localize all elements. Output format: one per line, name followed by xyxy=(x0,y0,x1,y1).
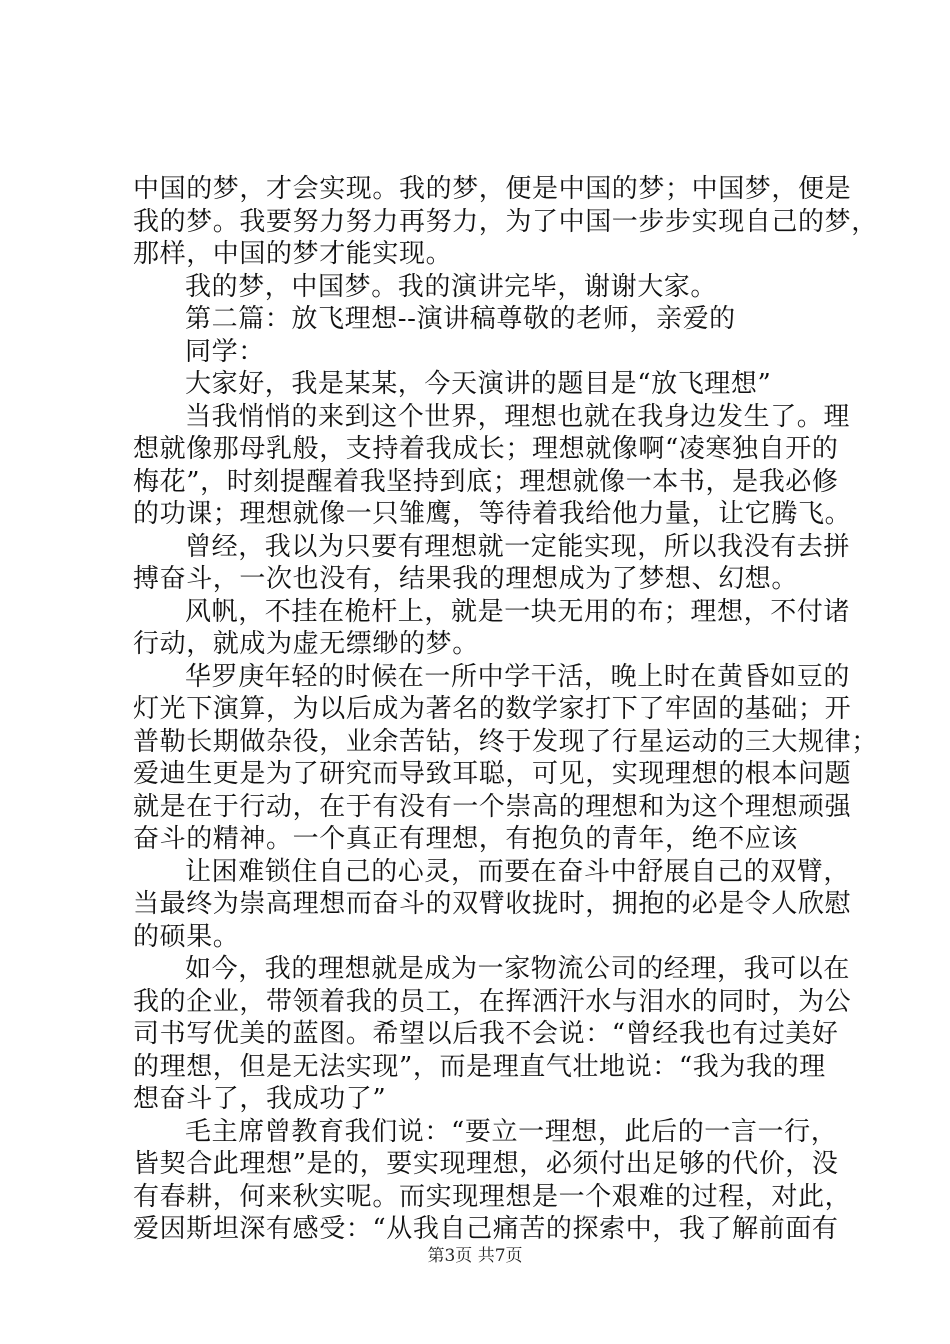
text-line: 我的梦。我要努力努力再努力，为了中国一步步实现自己的梦， xyxy=(133,206,878,237)
text-line: 爱迪生更是为了研究而导致耳聪，可见，实现理想的根本问题 xyxy=(133,759,852,789)
text-line: 的硕果。 xyxy=(133,921,240,952)
text-line: 想就像那母乳般，支持着我成长；理想就像啊“凌寒独自开的 xyxy=(133,434,839,464)
text-line: 如今，我的理想就是成为一家物流公司的经理，我可以在 xyxy=(185,954,851,984)
text-line: 中国的梦，才会实现。我的梦，便是中国的梦；中国梦，便是 xyxy=(133,174,852,204)
text-line: 毛主席曾教育我们说：“要立一理想，此后的一言一行， xyxy=(185,1116,838,1147)
text-line: 司书写优美的蓝图。希望以后我不会说：“曾经我也有过美好 xyxy=(133,1019,839,1049)
text-line: 行动，就成为虚无缥缈的梦。 xyxy=(133,629,479,659)
text-line: 想奋斗了，我成功了” xyxy=(133,1084,387,1114)
text-line: 当最终为崇高理想而奋斗的双臂收拢时，拥抱的必是令人欣慰 xyxy=(133,889,852,919)
page-footer: 第3页 共7页 xyxy=(427,1246,523,1266)
text-line: 让困难锁住自己的心灵，而要在奋斗中舒展自己的双臂， xyxy=(185,856,851,887)
text-line: 曾经，我以为只要有理想就一定能实现，所以我没有去拼 xyxy=(185,531,851,562)
text-line: 皆契合此理想”是的，要实现理想，必须付出足够的代价，没 xyxy=(133,1149,839,1179)
text-line: 梅花”，时刻提醒着我坚持到底；理想就像一本书，是我必修 xyxy=(133,466,839,497)
text-line: 搏奋斗，一次也没有，结果我的理想成为了梦想、幻想。 xyxy=(133,564,799,594)
text-line: 同学： xyxy=(185,336,265,367)
text-line: 我的企业，带领着我的员工，在挥洒汗水与泪水的同时，为公 xyxy=(133,986,852,1017)
text-line: 就是在于行动，在于有没有一个崇高的理想和为这个理想顽强 xyxy=(133,791,852,822)
text-line: 华罗庚年轻的时候在一所中学干活，晚上时在黄昏如豆的 xyxy=(185,661,851,692)
text-line: 灯光下演算，为以后成为著名的数学家打下了牢固的基础；开 xyxy=(133,694,852,724)
text-line: 奋斗的精神。一个真正有理想，有抱负的青年，绝不应该 xyxy=(133,824,799,854)
text-line: 的功课；理想就像一只雏鹰，等待着我给他力量，让它腾飞。 xyxy=(133,499,852,529)
text-line: 大家好，我是某某，今天演讲的题目是“放飞理想” xyxy=(185,369,772,399)
body-text xyxy=(133,173,878,1246)
text-line: 有春耕，何来秋实呢。而实现理想是一个艰难的过程，对此， xyxy=(133,1181,852,1212)
text-line: 的理想，但是无法实现”，而是理直气壮地说：“我为我的理 xyxy=(133,1051,826,1082)
text-line: 我的梦，中国梦。我的演讲完毕，谢谢大家。 xyxy=(185,271,718,302)
text-line: 爱因斯坦深有感受：“从我自己痛苦的探索中，我了解前面有 xyxy=(133,1214,839,1244)
text-line: 那样，中国的梦才能实现。 xyxy=(133,239,453,269)
text-line: 当我悄悄的来到这个世界，理想也就在我身边发生了。理 xyxy=(185,401,851,432)
text-line: 风帆，不挂在桅杆上，就是一块无用的布；理想，不付诸 xyxy=(185,596,851,627)
text-line: 普勒长期做杂役，业余苦钻，终于发现了行星运动的三大规律； xyxy=(133,726,878,757)
text-line: 第二篇：放飞理想--演讲稿尊敬的老师，亲爱的 xyxy=(185,304,736,334)
